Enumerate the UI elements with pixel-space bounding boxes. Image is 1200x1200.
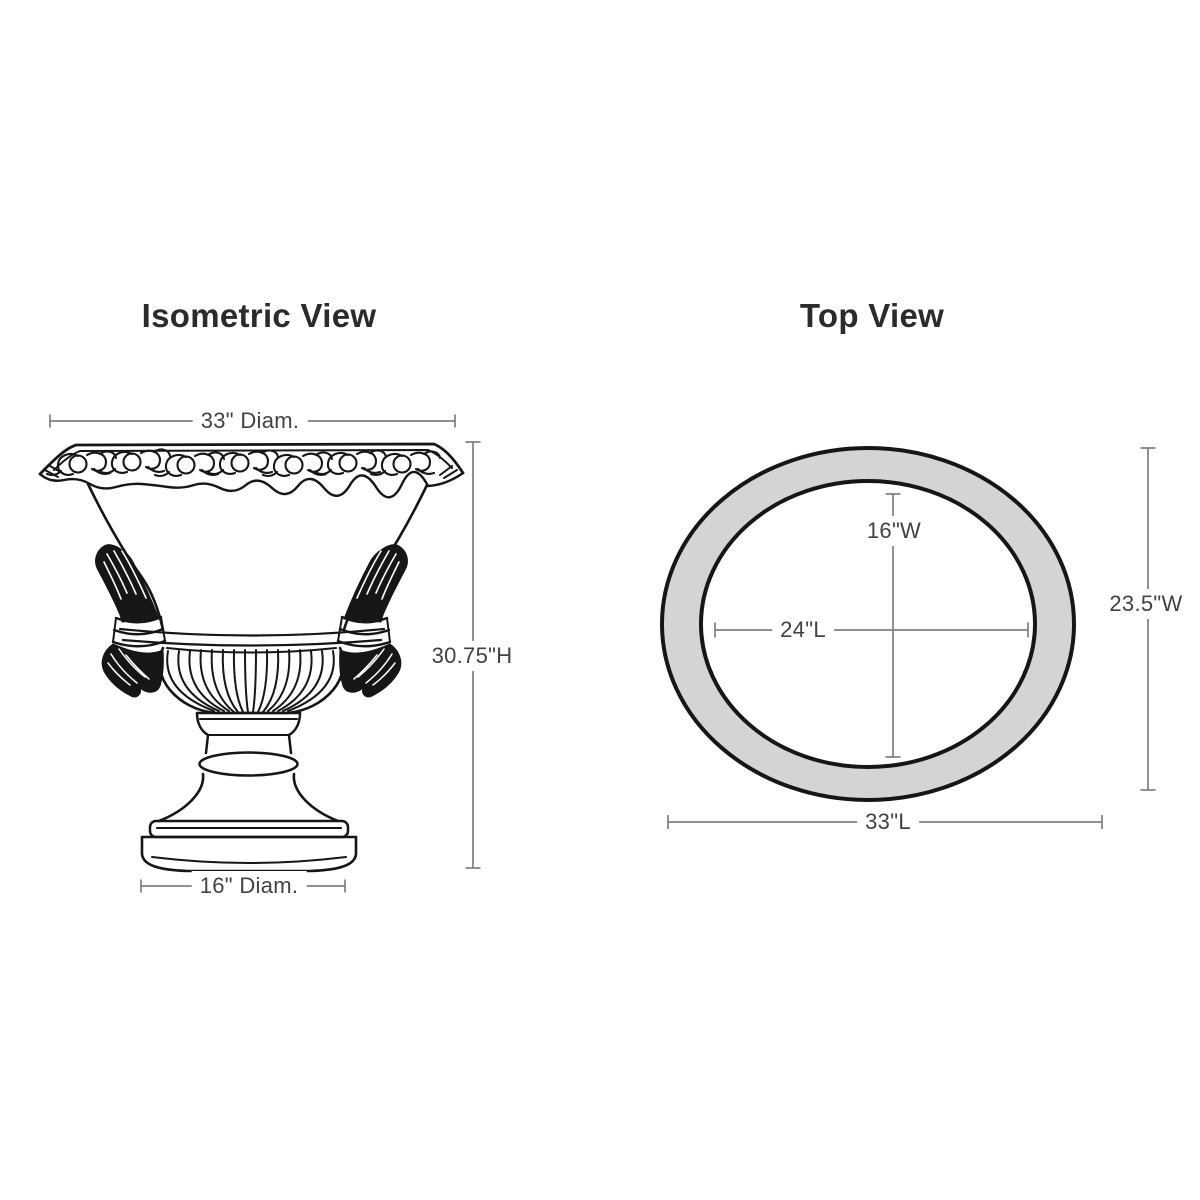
outer-width-label: 23.5"W xyxy=(1101,589,1190,619)
inner-width-label: 16"W xyxy=(859,516,929,546)
urn-illustration xyxy=(40,444,463,871)
urn-bowl-flutes xyxy=(167,650,334,712)
top-view-ring xyxy=(662,448,1074,800)
top-view-title: Top View xyxy=(799,297,945,334)
urn-rim xyxy=(40,444,463,497)
outer-length-label: 33"L xyxy=(857,807,919,837)
urn-handles xyxy=(96,545,408,697)
inner-length-label: 24"L xyxy=(772,615,834,645)
urn-pedestal xyxy=(142,713,356,871)
top-diameter-label: 33" Diam. xyxy=(193,406,308,436)
height-label: 30.75"H xyxy=(424,641,521,671)
isometric-view-title: Isometric View xyxy=(141,297,377,334)
base-diameter-label: 16" Diam. xyxy=(192,871,307,901)
